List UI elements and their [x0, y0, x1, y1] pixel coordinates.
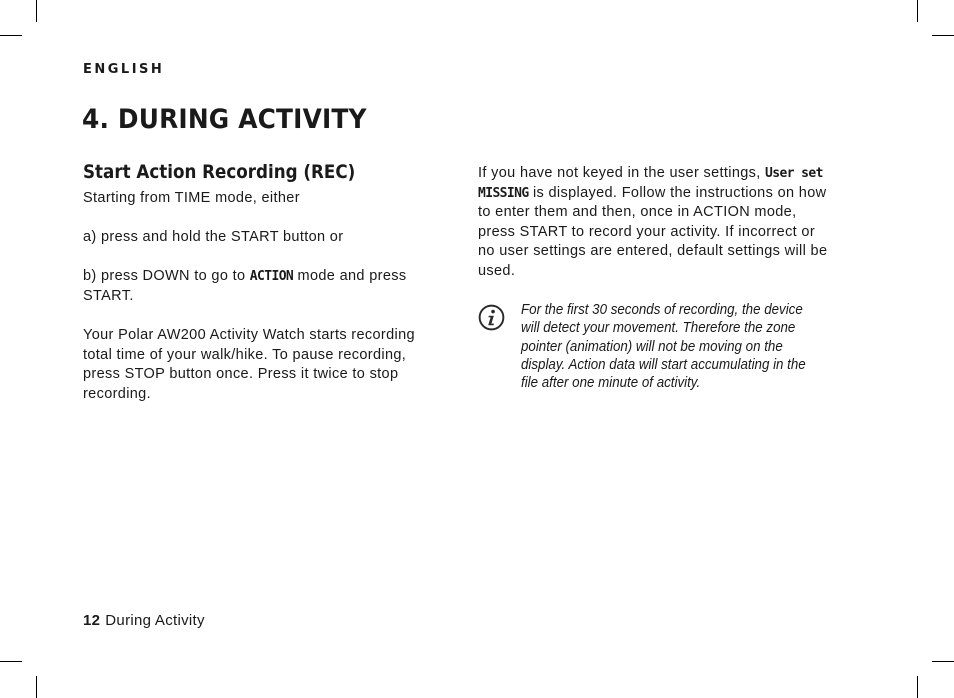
crop-mark	[917, 0, 918, 22]
info-icon	[478, 304, 505, 331]
right-column	[478, 164, 828, 412]
section-title: Start Action Recording (REC)	[83, 161, 356, 183]
para-after: is displayed. Follow the instructions on how to enter them and then, once in ACTION mode, press START to record your activity. If incorrect or no user settings are entered, default settings will be used.	[478, 184, 828, 279]
crop-mark	[0, 661, 22, 662]
intro-text: Starting from TIME mode, either	[83, 190, 300, 206]
note-text: For the first 30 seconds of recording, the device will detect your movement. Therefore the zone pointer (animation) will not be moving on the display. Action data will start accumulating in the file after one minute of activity.	[521, 302, 806, 392]
crop-mark	[36, 676, 37, 698]
option-b-before: b) press DOWN to go to	[83, 268, 250, 285]
left-column	[83, 160, 443, 424]
crop-mark	[932, 35, 954, 36]
chapter-title: 4. DURING ACTIVITY	[82, 104, 367, 135]
para-before: If you have not keyed in the user settings,	[478, 165, 766, 181]
crop-mark	[932, 661, 954, 662]
option-b-text	[83, 267, 443, 306]
option-a-text: a) press and hold the START button or	[83, 229, 344, 246]
display-text-user-set-missing: User set MISSING	[478, 166, 823, 201]
display-text-action: ACTION	[249, 269, 294, 285]
option-b-after: mode and press START.	[83, 268, 407, 304]
language-label: ENGLISH	[83, 62, 165, 77]
page-footer	[83, 612, 205, 629]
footer-section: During Activity	[105, 612, 205, 629]
info-note	[478, 301, 828, 392]
recording-paragraph: Your Polar AW200 Activity Watch starts recording total time of your walk/hike. To pause recording, press STOP button once. Press it twice to stop recording.	[83, 327, 415, 402]
crop-mark	[917, 676, 918, 698]
user-settings-paragraph	[478, 164, 828, 282]
crop-mark	[0, 35, 22, 36]
crop-mark	[36, 0, 37, 22]
page-number: 12	[83, 612, 101, 629]
